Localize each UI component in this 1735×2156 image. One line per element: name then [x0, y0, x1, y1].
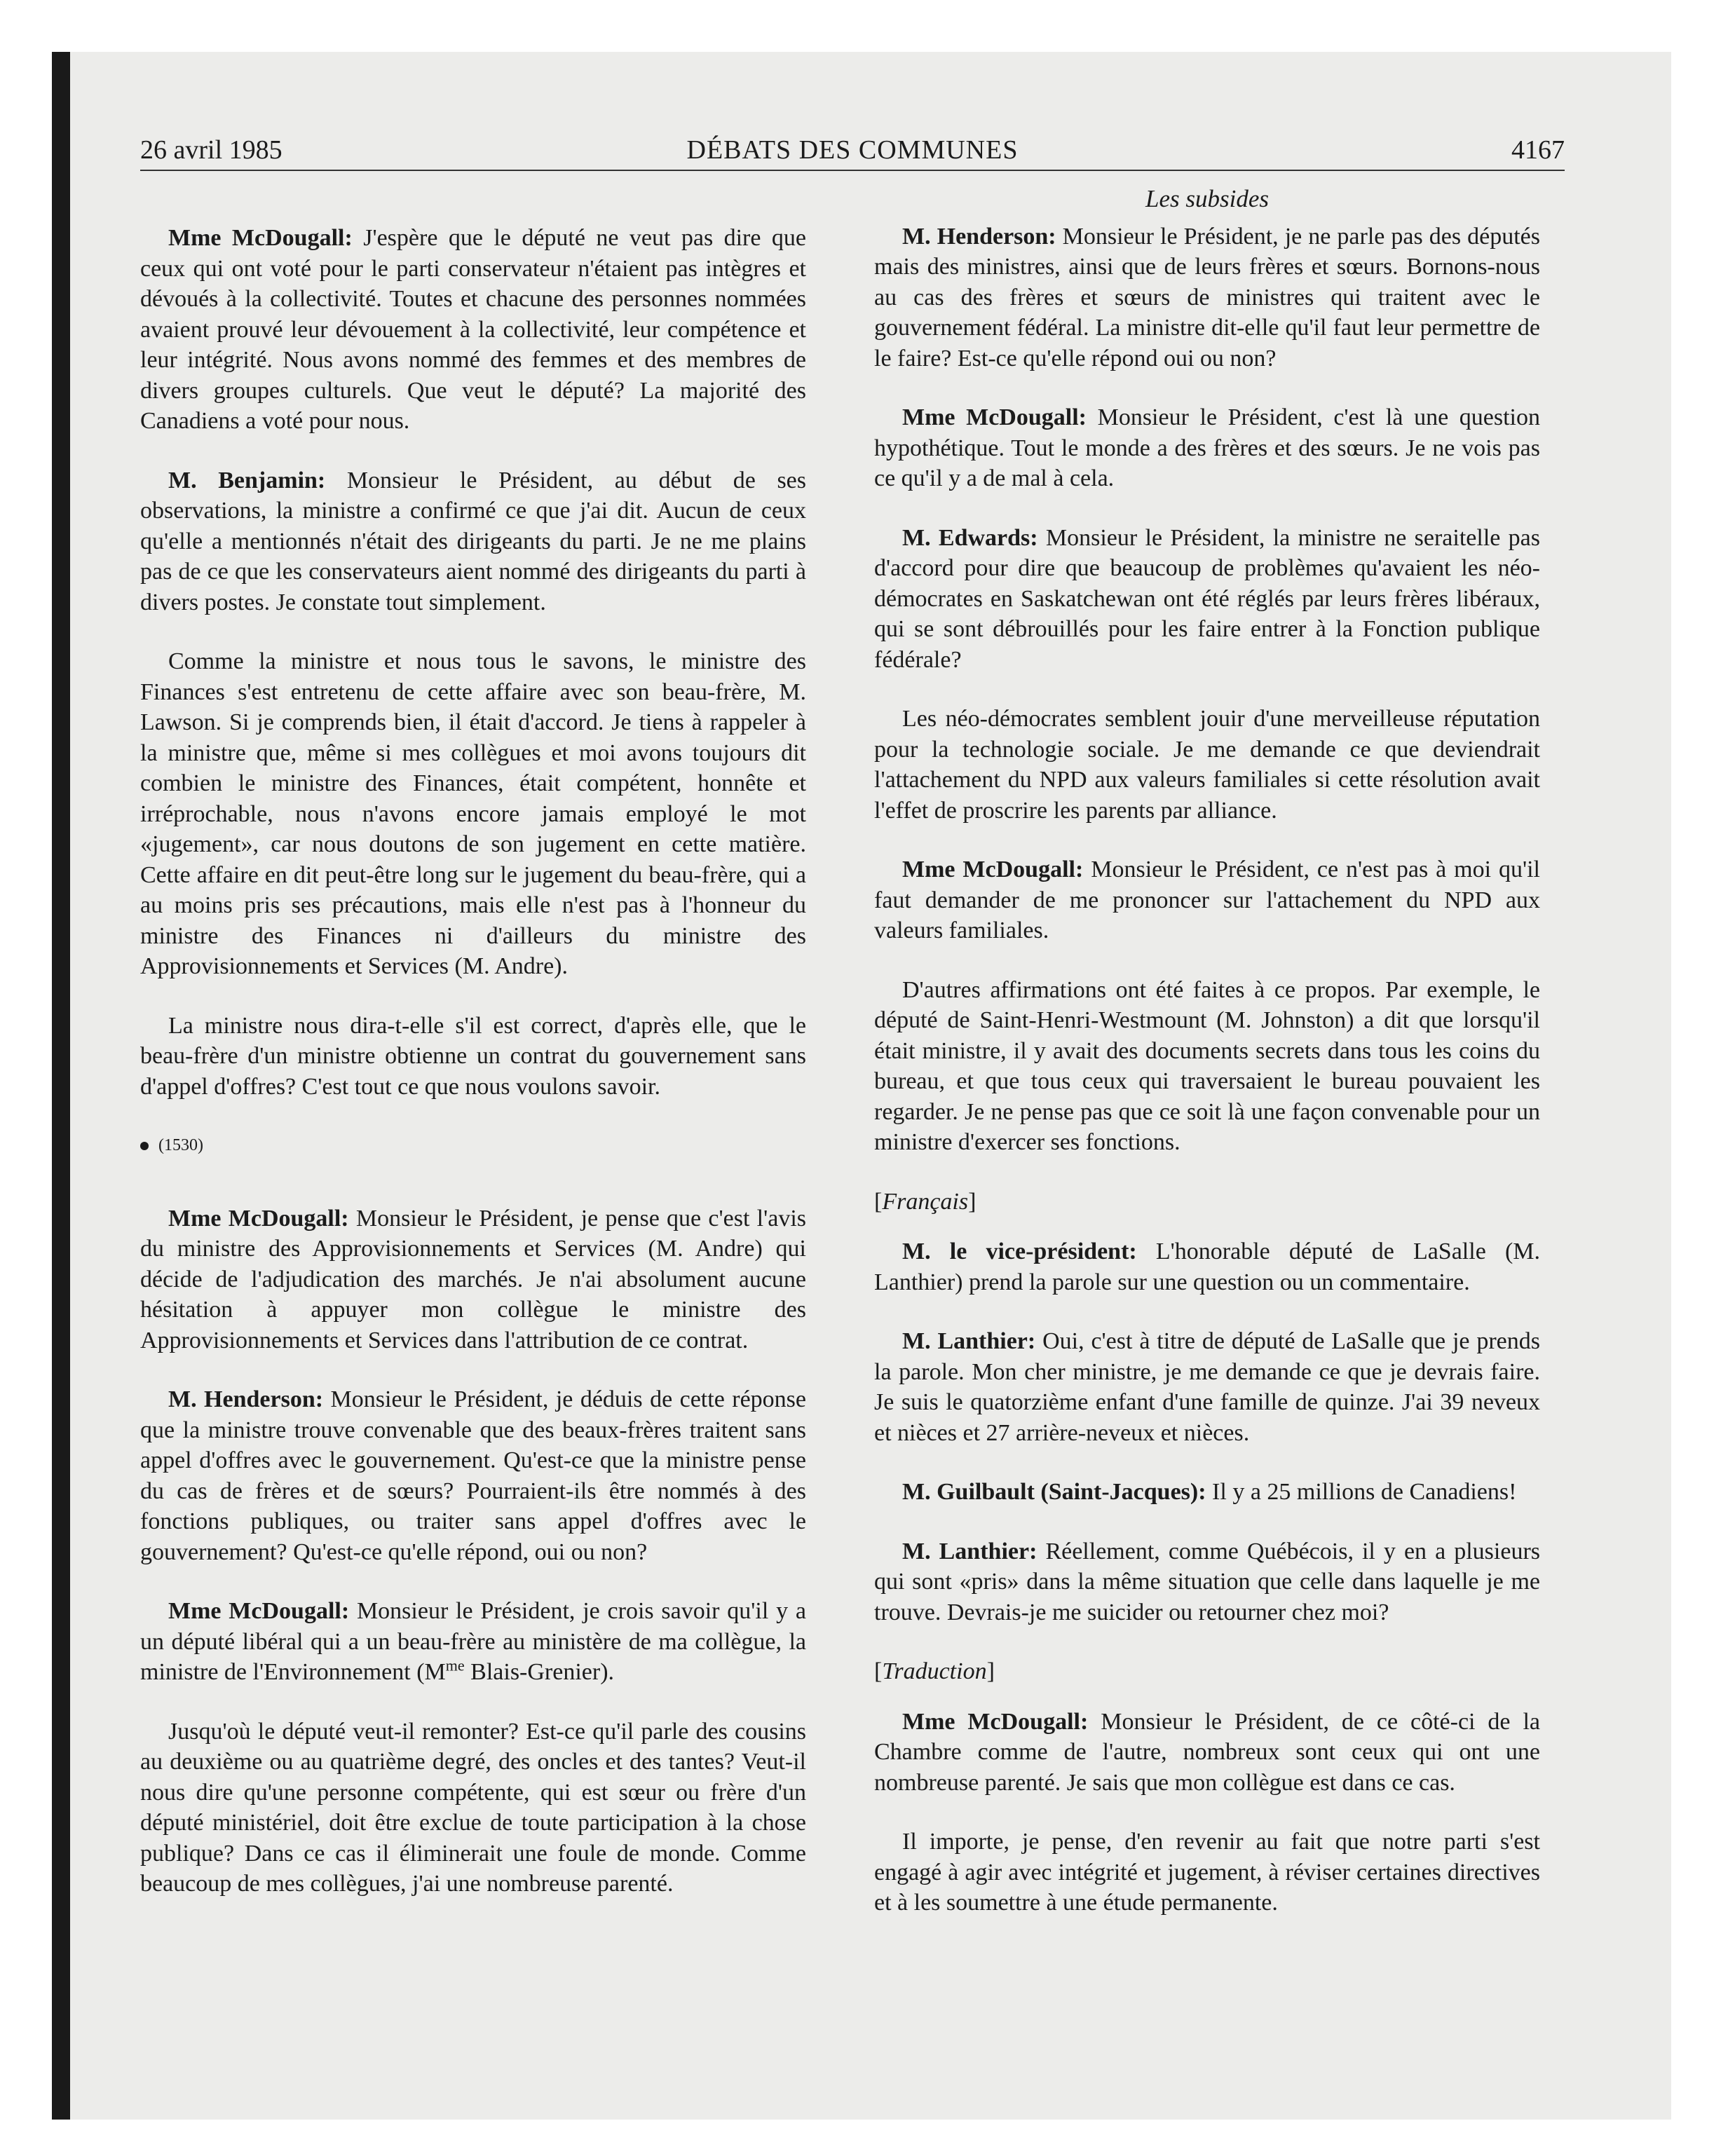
- section-label-text: Français: [882, 1188, 969, 1215]
- right-column: [874, 184, 1540, 1947]
- speaker-name: Mme McDougall:: [168, 1598, 350, 1624]
- paragraph: D'autres affirmations ont été faites à ce propos. Par exemple, le député de Saint-Henri-Westmount (M. Johnston) a dit que lorsqu'il était ministre, il y avait des documents secrets dans tous les coins du bureau, et que tous ceux qui traversaient le bureau pouvaient les regarder. Je ne pense pas que ce soit là une façon convenable pour un ministre d'exercer ses fonctions.: [874, 976, 1540, 1155]
- speaker-name: M. Henderson:: [168, 1386, 324, 1412]
- speech-text: Monsieur le Président, la ministre ne seraitelle pas d'accord pour dire que beaucoup de problèmes qu'avaient les néo-démocrates en Saskatchewan ont été réglés par leurs frères libéraux, qui se sont débrouillés pour les faire entrer à la Fonction publique fédérale?: [874, 524, 1540, 673]
- page-header: [140, 135, 1565, 171]
- paragraph: [874, 523, 1540, 676]
- speaker-name: Mme McDougall:: [902, 404, 1087, 430]
- paragraph: [140, 1384, 806, 1567]
- section-label: [Traduction]: [874, 1658, 995, 1684]
- section-label-text: Traduction: [882, 1658, 987, 1684]
- paragraph: [874, 1236, 1540, 1297]
- header-title: DÉBATS DES COMMUNES: [686, 135, 1019, 165]
- timestamp-text: (1530): [158, 1136, 203, 1154]
- speaker-name: M. Guilbault (Saint-Jacques):: [902, 1479, 1206, 1505]
- paragraph: [140, 465, 806, 618]
- running-head: Les subsides: [1145, 185, 1269, 212]
- speech-text: Monsieur le Président, c'est là une question hypothétique. Tout le monde a des frères et des sœurs. Je ne vois pas ce qu'il y a de mal à cela.: [874, 404, 1540, 491]
- speech-text: Monsieur le Président, au début de ses observations, la ministre a confirmé ce que j'ai dit. Aucun de ceux qu'elle a mentionnés n'était des dirigeants du parti. Je ne me plains pas de ce que les conservateurs aient nommé des dirigeants du parti à divers postes. Je constate tout simplement.: [140, 467, 806, 615]
- superscript: me: [445, 1656, 465, 1674]
- speaker-name: M. Henderson:: [902, 223, 1056, 250]
- paragraph: [874, 1707, 1540, 1799]
- speech-text: L'honorable député de LaSalle (M. Lanthier) prend la parole sur une question ou un commentaire.: [874, 1239, 1540, 1295]
- speaker-name: M. Edwards:: [902, 524, 1038, 551]
- speaker-name: M. Lanthier:: [902, 1328, 1036, 1354]
- speech-text: Monsieur le Président, de ce côté-ci de la Chambre comme de l'autre, nombreux sont ceux qui ont une nombreuse parenté. Je sais que mon collègue est dans ce cas.: [874, 1708, 1540, 1796]
- paragraph: [874, 1536, 1540, 1628]
- paragraph: [874, 1326, 1540, 1448]
- timestamp: [140, 1131, 806, 1161]
- speech-text: Monsieur le Président, je crois savoir qu'il y a un député libéral qui a un beau-frère au ministère de ma collègue, la ministre de l'Environnement (M: [140, 1598, 806, 1685]
- speech-text: Il y a 25 millions de Canadiens!: [1206, 1479, 1517, 1505]
- paragraph: Jusqu'où le député veut-il remonter? Est-ce qu'il parle des cousins au deuxième ou au quatrième degré, des oncles et des tantes? Veut-il nous dire qu'une personne compétente, qui est sœur ou frère d'un député ministériel, doit être exclue de toute participation à la chose publique? Dans ce cas il éliminerait une foule de monde. Comme beaucoup de mes collègues, j'ai une nombreuse parenté.: [140, 1718, 806, 1897]
- paragraph: [140, 223, 806, 437]
- speaker-name: Mme McDougall:: [902, 857, 1084, 882]
- speech-text: Monsieur le Président, ce n'est pas à moi qu'il faut demander de me prononcer sur l'attachement du NPD aux valeurs familiales.: [874, 857, 1540, 943]
- speaker-name: Mme McDougall:: [168, 225, 353, 251]
- paragraph: Les néo-démocrates semblent jouir d'une merveilleuse réputation pour la technologie sociale. Je me demande ce que deviendrait l'attachement du NPD aux valeurs familiales si cette résolution avait l'effet de proscrire les parents par alliance.: [874, 706, 1540, 824]
- speaker-name: M. Benjamin:: [168, 467, 326, 493]
- paragraph: [874, 402, 1540, 494]
- speech-text: Oui, c'est à titre de député de LaSalle que je prends la parole. Mon cher ministre, je me demande ce que je devrais faire. Je suis le quatorzième enfant d'une famille de quinze. J'ai 39 neveux et nièces et 27 arrière-neveux et nièces.: [874, 1328, 1540, 1446]
- speech-text: Blais-Grenier).: [464, 1659, 615, 1685]
- speaker-name: M. le vice-président:: [902, 1239, 1137, 1264]
- page-number: 4167: [1511, 135, 1565, 165]
- speech-text: Réellement, comme Québécois, il y en a plusieurs qui sont «pris» dans la même situation que celle dans laquelle je me trouve. Devrais-je me suicider ou retourner chez moi?: [874, 1538, 1541, 1625]
- speech-text: J'espère que le député ne veut pas dire que ceux qui ont voté pour le parti conservateur n'étaient pas intègres et dévoués à la collectivité. Toutes et chacune des personnes nommées avaient prouvé leur dévouement à la collectivité, leur compétence et leur intégrité. Nous avons nommé des femmes et des membres de divers groupes culturels. Que veut le député? La majorité des Canadiens a voté pour nous.: [140, 225, 806, 434]
- speech-text: Monsieur le Président, je déduis de cette réponse que la ministre trouve convenable que des beaux-frères traitent sans appel d'offres avec le gouvernement. Qu'est-ce que la ministre pense du cas de frères et de sœurs? Pourraient-ils être nommés à des fonctions publiques, ou traiter sans appel d'offres avec le gouvernement? Qu'est-ce qu'elle répond, oui ou non?: [140, 1386, 806, 1565]
- paragraph: [874, 221, 1540, 374]
- paragraph: Il importe, je pense, d'en revenir au fait que notre parti s'est engagé à agir avec intégrité et jugement, à réviser certaines directives et à les soumettre à une étude permanente.: [874, 1829, 1540, 1916]
- speaker-name: Mme McDougall:: [168, 1205, 349, 1231]
- paragraph: [140, 1203, 806, 1356]
- speaker-name: M. Lanthier:: [902, 1538, 1037, 1564]
- bullet-icon: [140, 1142, 149, 1150]
- paragraph: [874, 854, 1540, 946]
- speech-text: Monsieur le Président, je ne parle pas des députés mais des ministres, ainsi que de leurs frères et sœurs. Bornons-nous au cas des frères et sœurs de ministres qui traitent avec le gouvernement fédéral. La ministre dit-elle qu'il faut leur permettre de le faire? Est-ce qu'elle répond oui ou non?: [874, 223, 1540, 371]
- paragraph: [874, 1477, 1540, 1508]
- left-column: [140, 223, 806, 1928]
- section-label: [Français]: [874, 1188, 977, 1215]
- paragraph: [140, 1596, 806, 1688]
- speaker-name: Mme McDougall:: [902, 1708, 1089, 1735]
- speech-text: Monsieur le Président, je pense que c'est l'avis du ministre des Approvisionnements et Services (M. Andre) qui décide de l'adjudication des marchés. Je n'ai absolument aucune hésitation à appuyer mon collègue le ministre des Approvisionnements et Services dans l'attribution de ce contrat.: [140, 1205, 807, 1353]
- paragraph: La ministre nous dira-t-elle s'il est correct, d'après elle, que le beau-frère d'un ministre obtienne un contrat du gouvernement sans d'appel d'offres? C'est tout ce que nous voulons savoir.: [140, 1012, 806, 1100]
- paragraph: Comme la ministre et nous tous le savons, le ministre des Finances s'est entretenu de cette affaire avec son beau-frère, M. Lawson. Si je comprends bien, il était d'accord. Je tiens à rappeler à la ministre que, même si mes collègues et moi avons toujours dit combien le ministre des Finances, était compétent, honnête et irréprochable, nous n'avons encore jamais employé le mot «jugement», car nous doutons de son jugement en cette matière. Cette affaire en dit peut-être long sur le jugement du beau-frère, qui a au moins pris ses précautions, mais elle n'est pas à l'honneur du ministre des Finances ni d'ailleurs du ministre des Approvisionnements et Services (M. Andre).: [140, 648, 806, 979]
- header-date: 26 avril 1985: [140, 135, 283, 165]
